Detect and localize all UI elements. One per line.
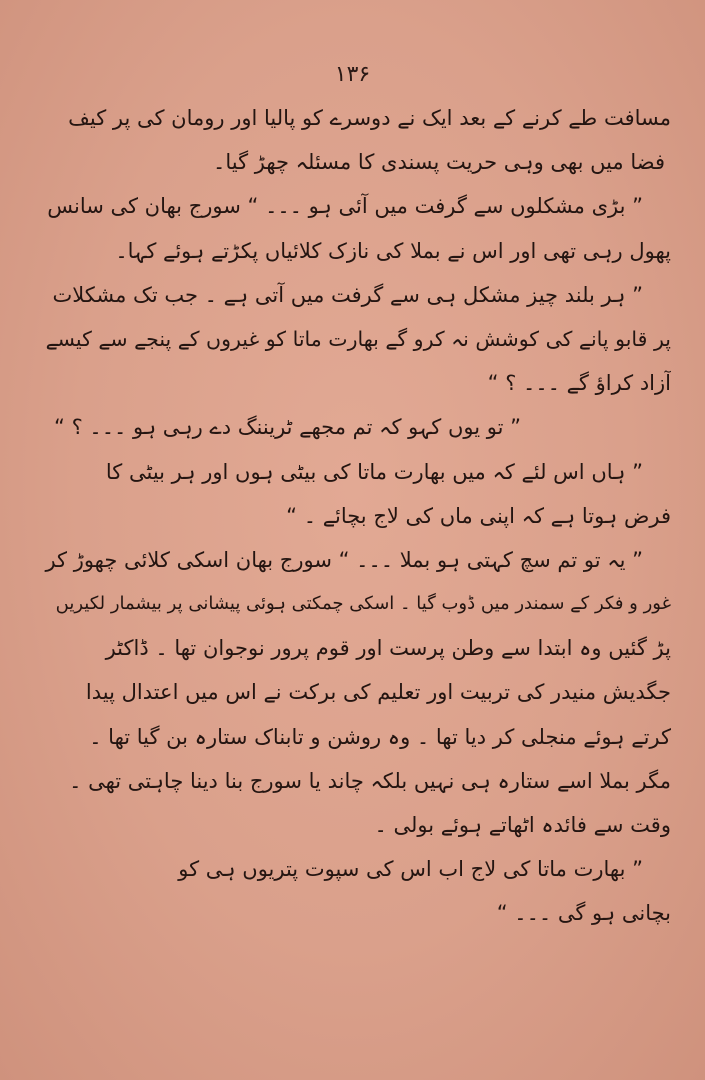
page-number: ۱۳۶ bbox=[334, 62, 371, 87]
text-line: فضا میں بھی وہی حریت پسندی کا مسئلہ چھڑ گیا۔ bbox=[213, 150, 665, 175]
text-line: وقت سے فائدہ اٹھاتے ہوئے بولی ۔ bbox=[374, 813, 671, 837]
text-line: جگدیش منیدر کی تربیت اور تعلیم کی برکت نے اس میں اعتدال پیدا bbox=[85, 680, 671, 705]
text-line: فرض ہوتا ہے کہ اپنی ماں کی لاج بچائے ۔ “ bbox=[286, 503, 671, 528]
text-line: غور و فکر کے سمندر میں ڈوب گیا ۔ اسکی چمکتی ہوئی پیشانی پر بیشمار لکیریں bbox=[55, 593, 671, 615]
text-line: آزاد کراؤ گے ۔۔۔ ؟ “ bbox=[487, 371, 671, 396]
text-line: ” بڑی مشکلوں سے گرفت میں آئی ہو ۔۔۔ “ سورج بھان کی سانس bbox=[47, 194, 643, 219]
text-line: ” بھارت ماتا کی لاج اب اس کی سپوت پتریوں ہی کو bbox=[178, 857, 643, 882]
text-line: پھول رہی تھی اور اس نے بملا کی نازک کلائیاں پکڑتے ہوئے کہا۔ bbox=[115, 238, 671, 263]
text-line: مگر بملا اسے ستارہ ہی نہیں بلکہ چاند یا سورج بنا دینا چاہتی تھی ۔ bbox=[69, 768, 671, 793]
text-line: مسافت طے کرنے کے بعد ایک نے دوسرے کو پالیا اور رومان کی پر کیف bbox=[68, 106, 671, 130]
page-text bbox=[42, 96, 671, 936]
text-line: کرتے ہوئے منجلی کر دیا تھا ۔ وہ روشن و تابناک ستارہ بن گیا تھا ۔ bbox=[89, 724, 671, 749]
text-line: ” یہ تو تم سچ کہتی ہو بملا ۔۔۔ “ سورج بھان اسکی کلائی چھوڑ کر bbox=[45, 547, 643, 572]
text-line: ” تو یوں کہو کہ تم مجھے ٹریننگ دے رہی ہو ۔۔۔ ؟ “ bbox=[54, 415, 521, 440]
text-line: پڑ گئیں وہ ابتدا سے وطن پرست اور قوم پرور نوجوان تھا ۔ ڈاکٹر bbox=[105, 636, 671, 661]
text-line: ” ہر بلند چیز مشکل ہی سے گرفت میں آتی ہے ۔ جب تک مشکلات bbox=[52, 282, 643, 307]
text-line: پر قابو پانے کی کوشش نہ کرو گے بھارت ماتا کو غیروں کے پنجے سے کیسے bbox=[45, 326, 671, 351]
text-line: ” ہاں اس لئے کہ میں بھارت ماتا کی بیٹی ہوں اور ہر بیٹی کا bbox=[105, 459, 643, 484]
text-line: بچانی ہو گی ۔۔۔ “ bbox=[496, 901, 671, 926]
